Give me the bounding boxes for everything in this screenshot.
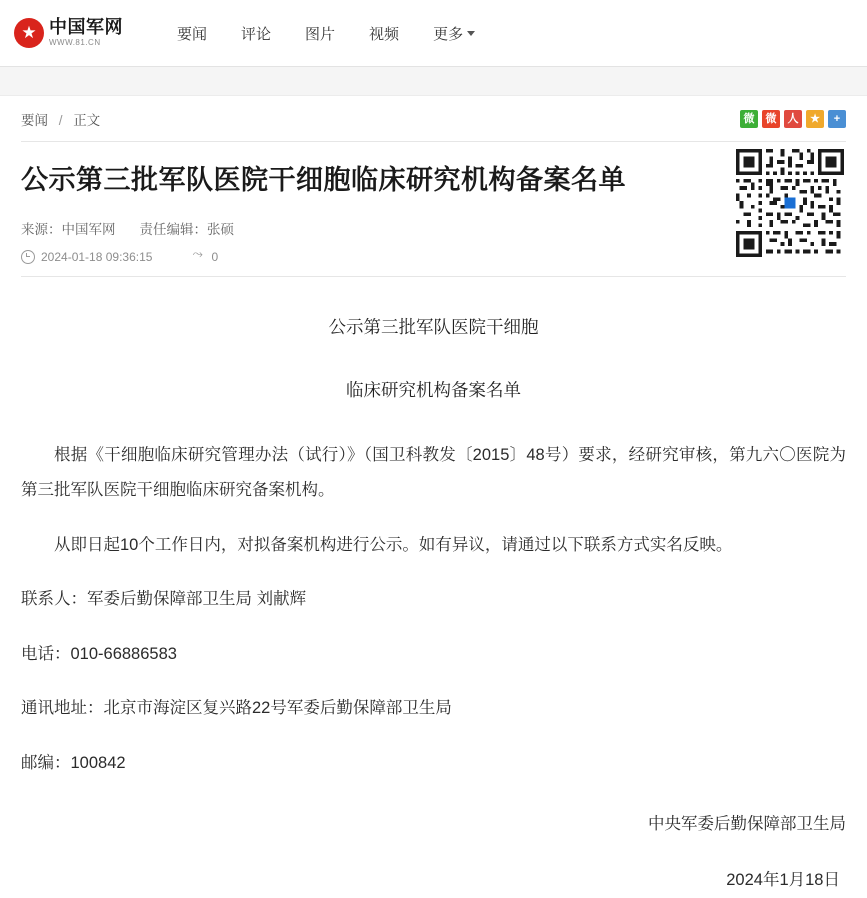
weibo-share-icon[interactable]: 微: [762, 110, 780, 128]
breadcrumb: [21, 109, 100, 129]
article-header: [21, 142, 846, 277]
favorite-share-icon[interactable]: ★: [806, 110, 824, 128]
clock-icon: [21, 250, 35, 264]
article-source-label: 来源：: [21, 221, 62, 237]
article-editor: [140, 218, 235, 238]
article-submeta: [21, 250, 846, 264]
wechat-share-icon[interactable]: 微: [740, 110, 758, 128]
breadcrumb-section[interactable]: 要闻: [21, 112, 48, 128]
site-header: [0, 0, 867, 67]
article-paragraph: 邮编：100842: [21, 754, 126, 773]
article-signature: 中央军委后勤保障部卫生局: [648, 814, 846, 833]
article-body: [21, 277, 846, 898]
article-paragraph: 通讯地址：北京市海淀区复兴路22号军委后勤保障部卫生局: [21, 699, 452, 718]
article-paragraph: 根据《干细胞临床研究管理办法（试行）》（国卫科教发〔2015〕48号）要求，经研究审核，第九六〇医院为第三批军队医院干细胞临床研究备案机构。: [21, 446, 846, 499]
header-spacer: [0, 67, 867, 96]
article-timestamp-value: 2024-01-18 09:36:15: [41, 249, 153, 264]
nav-item-more-label: 更多: [433, 25, 464, 43]
chevron-down-icon: [467, 31, 475, 36]
logo-subtitle: WWW.81.CN: [49, 38, 101, 48]
nav-item-tupian[interactable]: 图片: [305, 25, 336, 43]
article-timestamp: [21, 250, 152, 264]
article-paragraph: 电话：010-66886583: [21, 644, 177, 663]
red-star-icon: ★: [14, 18, 44, 48]
site-logo[interactable]: [14, 14, 122, 52]
nav-item-shipin[interactable]: 视频: [369, 25, 400, 43]
logo-text: [49, 18, 123, 47]
breadcrumb-separator: /: [58, 112, 63, 128]
article-meta: [21, 218, 846, 238]
article-paragraph: 联系人：军委后勤保障部卫生局 刘献辉: [21, 590, 307, 609]
main-nav: [160, 0, 492, 66]
more-share-icon[interactable]: +: [828, 110, 846, 128]
people-share-icon[interactable]: 人: [784, 110, 802, 128]
document-title-line1: 公示第三批军队医院干细胞: [328, 316, 539, 337]
nav-item-yaowen[interactable]: 要闻: [177, 25, 208, 43]
article-source-value: 中国军网: [61, 221, 116, 237]
share-icon-group: [740, 110, 846, 128]
article-source: [21, 218, 116, 238]
content-wrapper: [21, 96, 846, 898]
nav-item-pinglun[interactable]: 评论: [241, 25, 272, 43]
article-sign-date: 2024年1月18日: [726, 871, 840, 890]
page-title: 公示第三批军队医院干细胞临床研究机构备案名单: [21, 165, 626, 195]
comment-count-value: 0: [211, 249, 219, 264]
comment-count[interactable]: [192, 250, 218, 264]
nav-item-more[interactable]: [416, 23, 492, 44]
logo-title: 中国军网: [49, 17, 123, 38]
share-arrow-icon: [192, 252, 205, 262]
document-title-line2: 临床研究机构备案名单: [346, 379, 521, 400]
breadcrumb-current: 正文: [73, 112, 101, 128]
qr-code-image: [736, 149, 844, 257]
qr-code: [734, 147, 846, 259]
article-paragraph: 从即日起10个工作日内，对拟备案机构进行公示。如有异议，请通过以下联系方式实名反映。: [54, 535, 733, 554]
breadcrumb-row: [21, 96, 846, 142]
article-editor-label: 责任编辑：: [139, 221, 207, 237]
article-editor-value: 张硕: [207, 221, 234, 237]
